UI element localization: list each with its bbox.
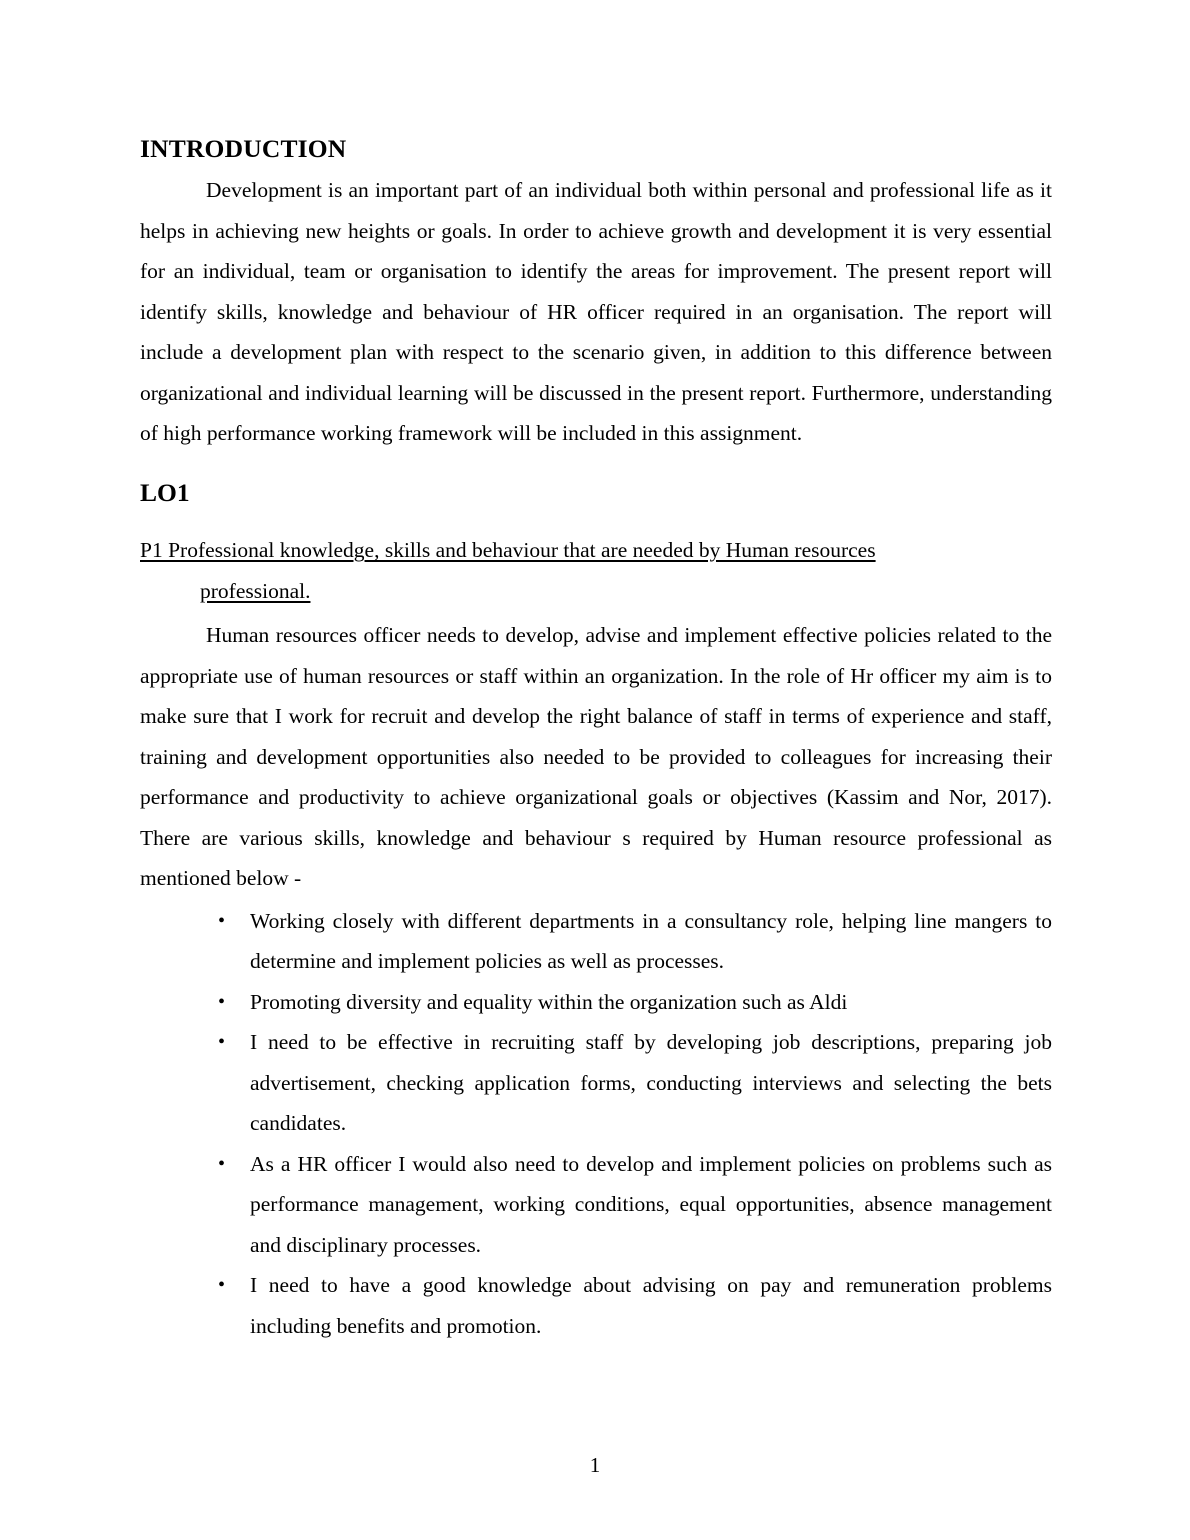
subsection-heading-p1-line2: professional. [200, 578, 311, 603]
p1-paragraph-text: Human resources officer needs to develop, advise and implement effective policies related to the appropriate use of human resources or staff within an organization. In the role of Hr officer my aim is to make sure that I work for recruit and develop the right balance of staff in terms of experience and staff, training and development opportunities also needed to be provided to colleagues for increasing their performance and productivity to achieve organizational goals or objectives (Kassim and Nor, 2017). There are various skills, knowledge and behaviour s required by Human resource professional as mentioned below - [140, 623, 1052, 891]
subsection-heading-p1-line1: P1 Professional knowledge, skills and behaviour that are needed by Human resources [140, 538, 876, 563]
intro-paragraph-text: Development is an important part of an individual both within personal and professional life as it helps in achieving new heights or goals. In order to achieve growth and development it is very essential for an individual, team or organisation to identify the areas for improvement. The present report will identify skills, knowledge and behaviour of HR officer required in an organisation. The report will include a development plan with respect to the scenario given, in addition to this difference between organizational and individual learning will be discussed in the present report. Furthermore, understanding of high performance working framework will be included in this assignment. [140, 178, 1052, 446]
list-item: • As a HR officer I would also need to develop and implement policies on problems such as performance management, working conditions, equal opportunities, absence management and disciplinary processes. [212, 1144, 1052, 1266]
list-item: • I need to be effective in recruiting staff by developing job descriptions, preparing job advertisement, checking application forms, conducting interviews and selecting the bets candidates. [212, 1022, 1052, 1144]
list-item: • Working closely with different departments in a consultancy role, helping line mangers to determine and implement policies as well as processes. [212, 901, 1052, 982]
page-title: INTRODUCTION [140, 134, 347, 163]
p1-paragraph [140, 615, 1052, 899]
list-item: • Promoting diversity and equality within the organization such as Aldi [212, 982, 1052, 1023]
intro-paragraph [140, 170, 1052, 454]
subsection-heading-p1 [140, 530, 1052, 611]
skills-bullet-list [140, 901, 1052, 1347]
section-heading-lo1: LO1 [140, 477, 190, 507]
list-item: • I need to have a good knowledge about advising on pay and remuneration problems including benefits and promotion. [212, 1265, 1052, 1346]
page-number: 1 [589, 1453, 601, 1477]
